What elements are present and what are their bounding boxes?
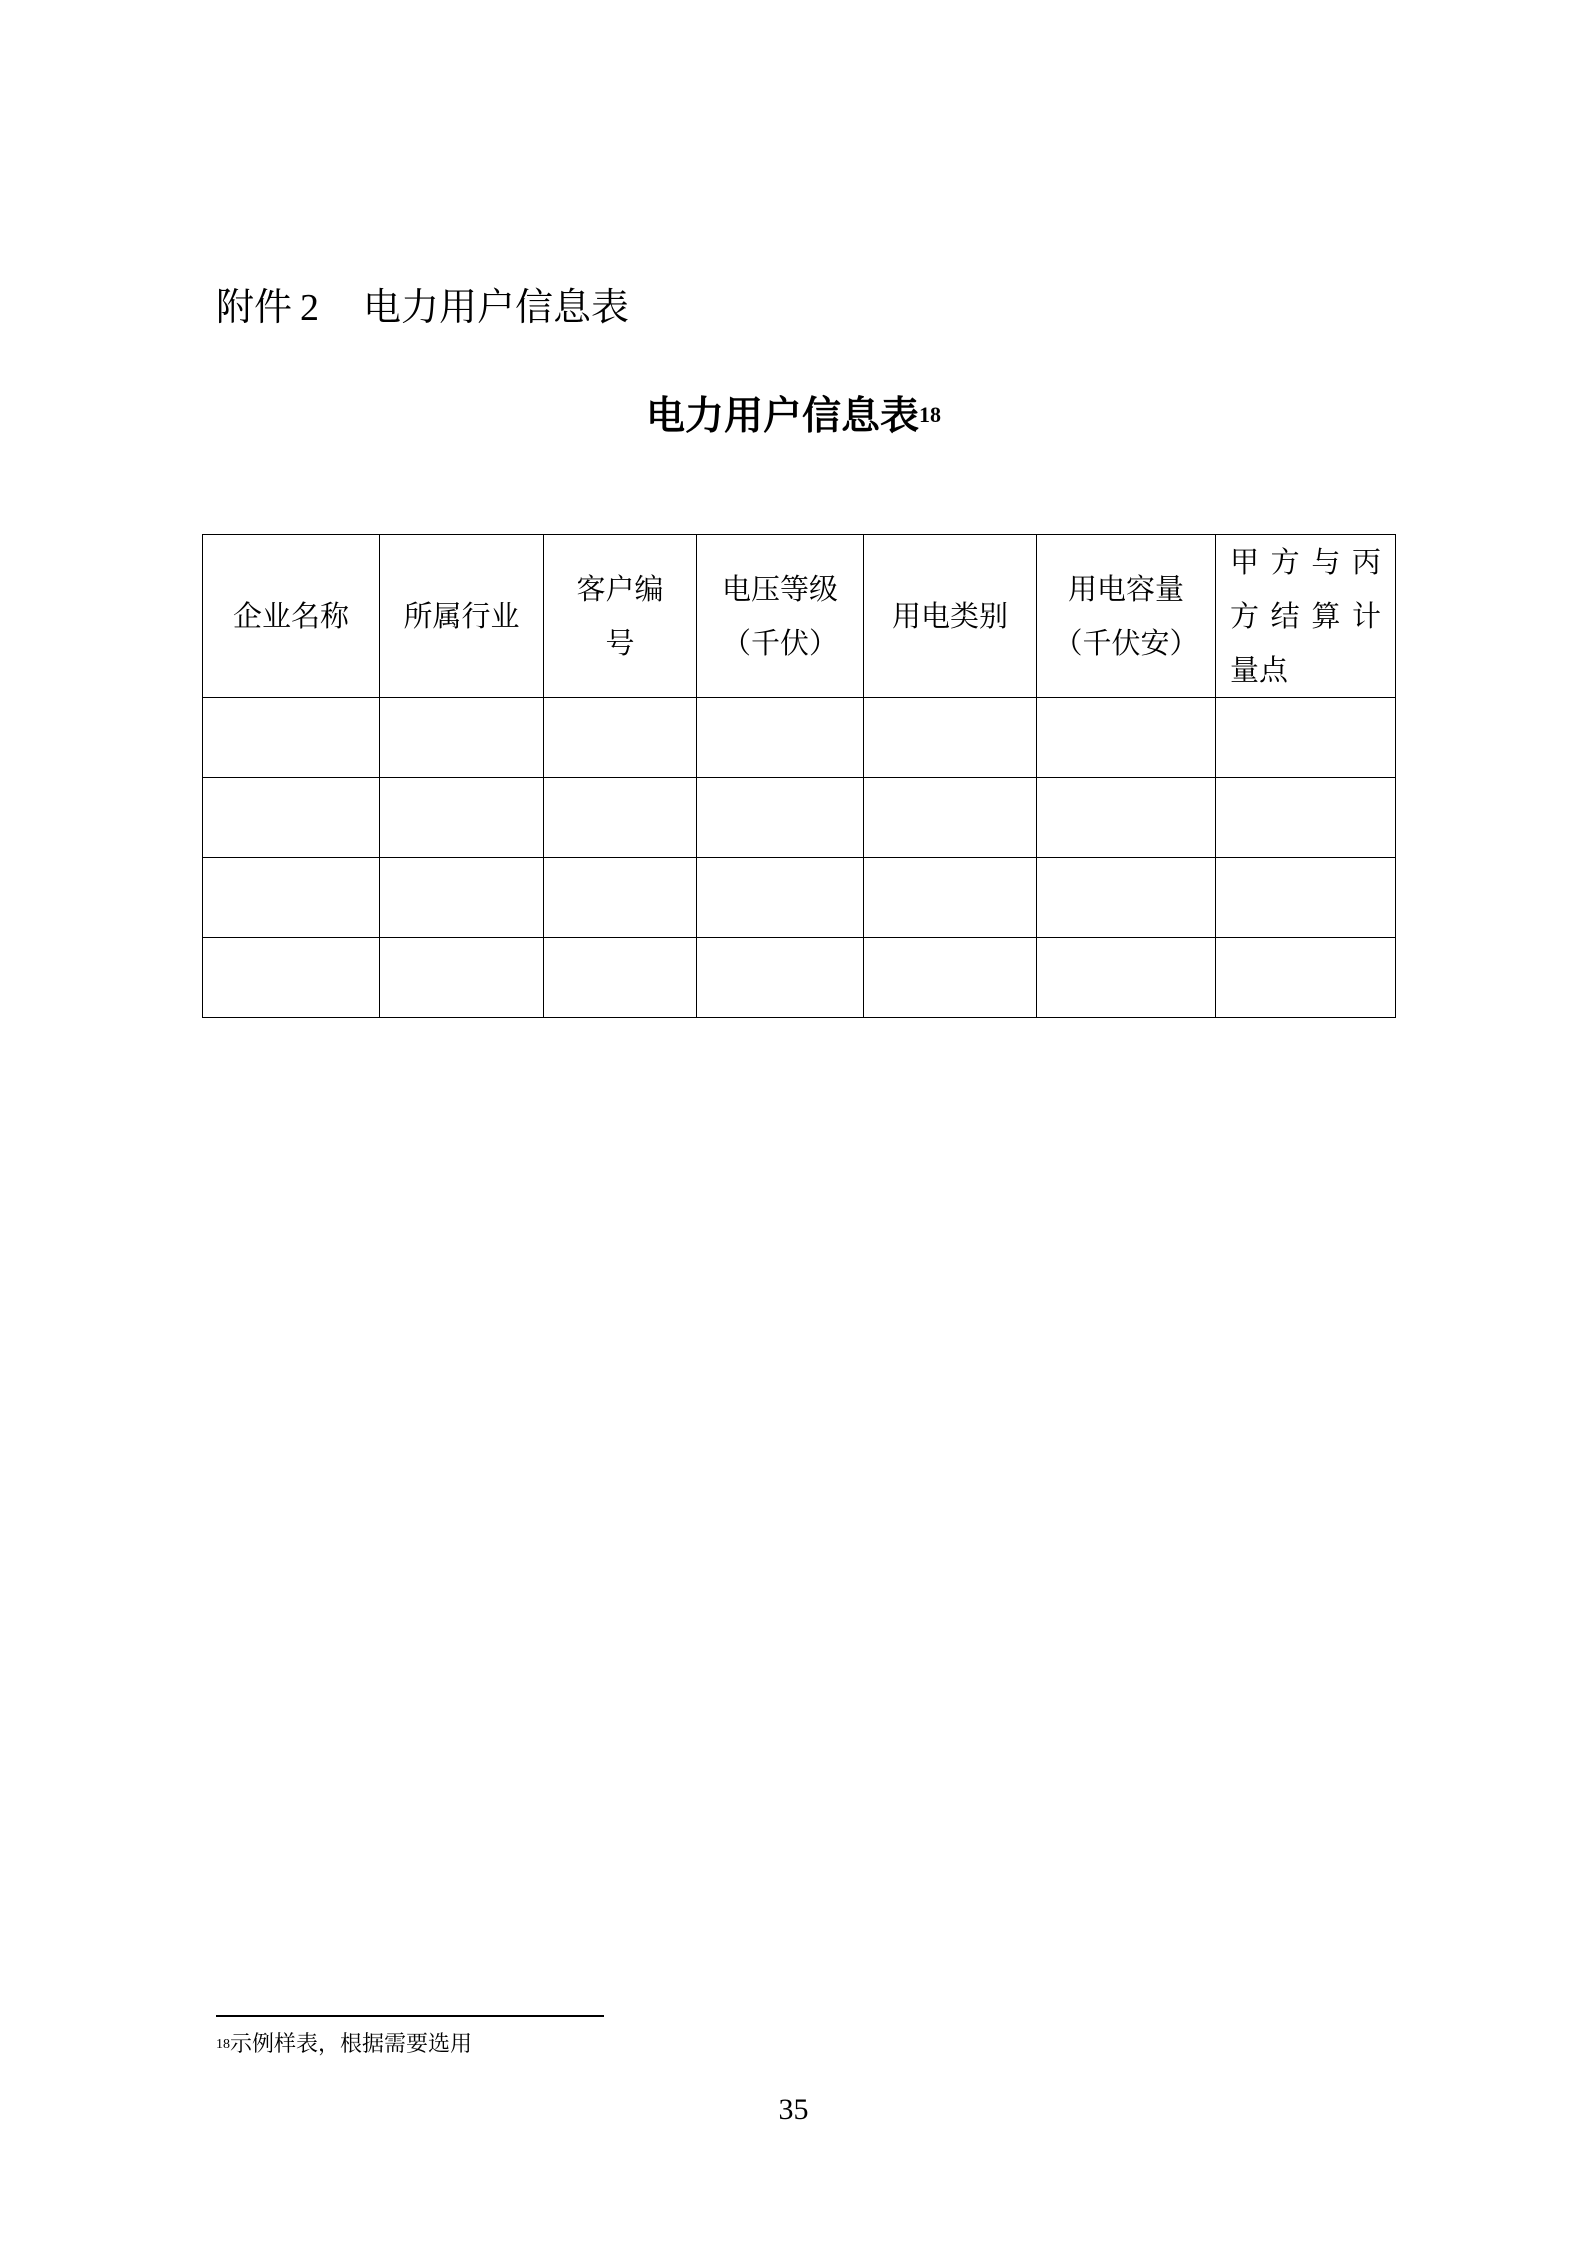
header-industry: 所属行业 [380,535,544,698]
table-row [203,698,1396,778]
table-cell [697,698,864,778]
header-settlement-metering-point: 甲方与丙 方结算计 量点 [1216,535,1396,698]
table-cell [1216,778,1396,858]
table-cell [1037,778,1216,858]
footnote-number: 18 [216,2037,230,2052]
footnote-divider [216,2015,604,2017]
table-header-row [203,535,1396,698]
page-number: 35 [778,2093,809,2126]
table-row [203,778,1396,858]
table-cell [203,938,380,1018]
table-cell [864,938,1037,1018]
table-cell [380,938,544,1018]
table-row [203,858,1396,938]
table-row [203,938,1396,1018]
table-cell [544,938,697,1018]
user-info-table [202,534,1396,1018]
table-cell [544,778,697,858]
table-cell [203,698,380,778]
header-customer-number: 客户编 号 [544,535,697,698]
header-power-capacity: 用电容量 （千伏安） [1037,535,1216,698]
footnote [216,2030,472,2060]
header-voltage-level: 电压等级 （千伏） [697,535,864,698]
table-title-text: 电力用户信息表 [645,394,919,439]
footnote-text: 示例样表，根据需要选用 [230,2032,473,2057]
table-cell [380,698,544,778]
table-cell [1037,858,1216,938]
table-cell [1037,938,1216,1018]
attachment-heading [216,282,629,333]
table-cell [203,858,380,938]
table-cell [1216,858,1396,938]
table-cell [697,858,864,938]
header-enterprise-name: 企业名称 [203,535,380,698]
attachment-number: 2 [300,287,320,329]
table-cell [1037,698,1216,778]
table-cell [544,858,697,938]
table-cell [203,778,380,858]
table-cell [697,938,864,1018]
table-cell [1216,938,1396,1018]
attachment-label: 附件 [216,285,293,329]
table-cell [380,778,544,858]
attachment-title: 电力用户信息表 [363,285,630,329]
table-cell [864,778,1037,858]
table-cell [864,698,1037,778]
table-cell [697,778,864,858]
table-cell [380,858,544,938]
table-cell [544,698,697,778]
table-cell [864,858,1037,938]
table-title [0,392,1587,442]
footnote-reference: 18 [919,402,941,427]
header-power-category: 用电类别 [864,535,1037,698]
table-cell [1216,698,1396,778]
